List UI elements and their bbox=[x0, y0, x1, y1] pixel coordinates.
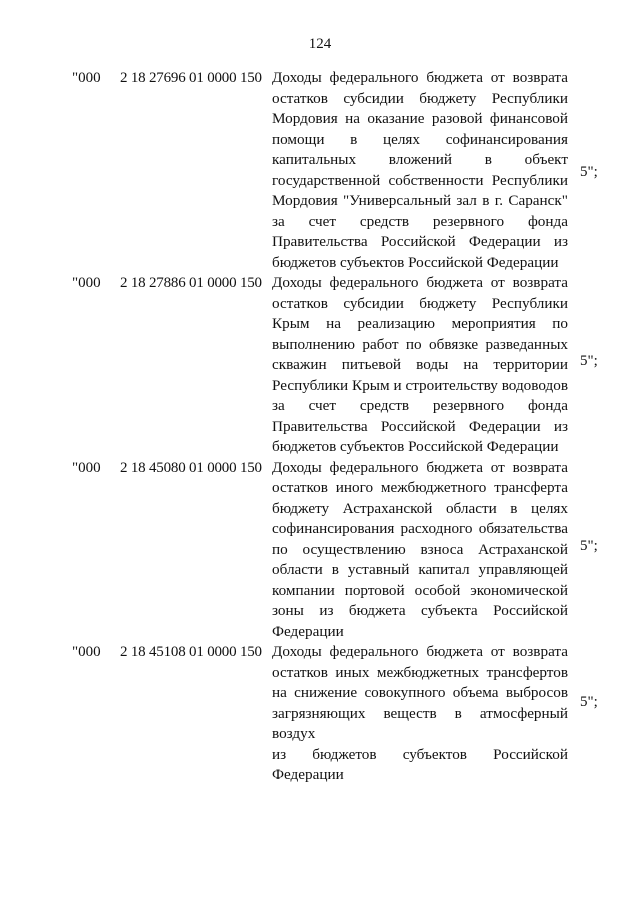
description-line: скважин питьевой воды на территории bbox=[272, 356, 568, 373]
description-line: Мордовия "Универсальный зал в г. Саранск" bbox=[272, 192, 568, 209]
description-line: по осуществлению взноса Астраханской bbox=[272, 540, 568, 558]
entry-description bbox=[272, 458, 568, 643]
description-line: остатков иного межбюджетного трансферта bbox=[272, 479, 568, 496]
entry-suffix: 5"; bbox=[580, 537, 598, 554]
entry-suffix: 5"; bbox=[580, 353, 598, 369]
description-line: зоны из бюджета субъекта Российской bbox=[272, 602, 568, 619]
description-line: бюджетов субъектов Российской Федерации bbox=[272, 253, 559, 271]
description-line: выполнению работ по обвязке разведанных bbox=[272, 335, 568, 353]
description-line: остатков субсидии бюджету Республики bbox=[272, 294, 568, 312]
description-line: Республики Крым и строительству водоводов bbox=[272, 376, 568, 394]
description-line: государственной собственности Республики bbox=[272, 171, 568, 189]
description-line: за счет средств резервного фонда bbox=[272, 397, 568, 414]
entry-row bbox=[0, 68, 640, 273]
description-line: Доходы федерального бюджета от возврата bbox=[272, 274, 568, 291]
budget-code: 2 18 27886 01 0000 150 bbox=[120, 275, 262, 291]
entry-description bbox=[272, 68, 568, 273]
description-line: на снижение совокупного объема выбросов bbox=[272, 684, 568, 701]
description-line: компании портовой особой экономической bbox=[272, 581, 568, 599]
entry-suffix: 5"; bbox=[580, 164, 598, 180]
description-line: из бюджетов субъектов Российской bbox=[272, 745, 568, 763]
description-line: Доходы федерального бюджета от возврата bbox=[272, 69, 568, 86]
description-line: за счет средств резервного фонда bbox=[272, 212, 568, 230]
entry-suffix: 5"; bbox=[580, 694, 598, 710]
description-line: загрязняющих веществ в атмосферный воздух bbox=[272, 704, 568, 742]
description-line: бюджету Астраханской области в целях bbox=[272, 499, 568, 517]
entry-row bbox=[0, 458, 640, 643]
budget-entries-list bbox=[0, 68, 640, 786]
entry-description bbox=[272, 642, 568, 786]
entry-description bbox=[272, 273, 568, 458]
description-line: помощи в целях софинансирования bbox=[272, 130, 568, 148]
description-line: Федерации bbox=[272, 622, 344, 640]
description-line: остатков иных межбюджетных трансфертов bbox=[272, 663, 568, 681]
budget-code: 2 18 45108 01 0000 150 bbox=[120, 644, 262, 660]
budget-code: 2 18 27696 01 0000 150 bbox=[120, 70, 262, 86]
description-line: Доходы федерального бюджета от возврата bbox=[272, 458, 568, 476]
description-line: Правительства Российской Федерации из bbox=[272, 417, 568, 435]
description-line: бюджетов субъектов Российской Федерации bbox=[272, 438, 559, 455]
page-number: 124 bbox=[308, 36, 332, 52]
description-line: Федерации bbox=[272, 766, 344, 783]
entry-prefix: "000 bbox=[72, 644, 101, 660]
description-line: остатков субсидии бюджету Республики bbox=[272, 89, 568, 107]
description-line: Правительства Российской Федерации из bbox=[272, 233, 568, 250]
entry-row bbox=[0, 273, 640, 458]
entry-prefix: "000 bbox=[72, 275, 101, 291]
entry-prefix: "000 bbox=[72, 70, 101, 86]
entry-row bbox=[0, 642, 640, 786]
description-line: капитальных вложений в объект bbox=[272, 151, 568, 168]
description-line: софинансирования расходного обязательства bbox=[272, 520, 568, 537]
description-line: Мордовия на оказание разовой финансовой bbox=[272, 110, 568, 127]
description-line: области в уставный капитал управляющей bbox=[272, 561, 568, 578]
description-line: Крым на реализацию мероприятия по bbox=[272, 315, 568, 332]
description-line: Доходы федерального бюджета от возврата bbox=[272, 643, 568, 660]
budget-code: 2 18 45080 01 0000 150 bbox=[120, 459, 262, 476]
entry-prefix: "000 bbox=[72, 459, 101, 476]
